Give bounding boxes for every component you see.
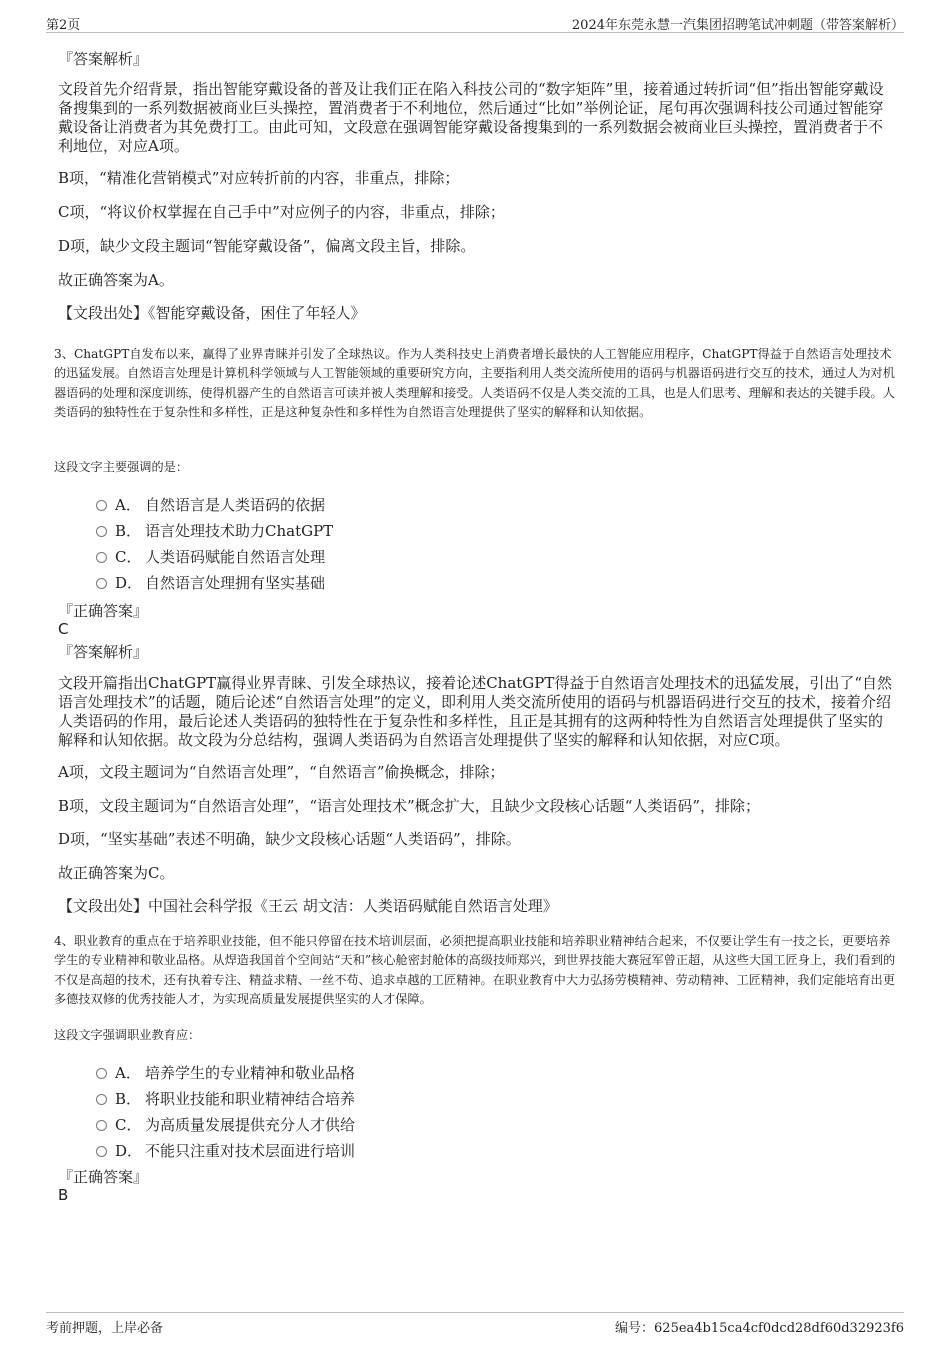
question-stem: 4、职业教育的重点在于培养职业技能，但不能只停留在技术培训层面，必须把提高职业技能和培养职业精神结合起来，不仅要让学生有一技之长，更要培养学生的专业精神和敬业品格。从焊造我国首个空间站“天和”核心舱密封舱体的高级技师郑兴，到世界技能大赛冠军曾正超，从这些大国工匠身上，我们看到的不仅是高超的技术，还有执着专注、精益求精、一丝不苟、追求卓越的工匠精神。在职业教育中大力弘扬劳模精神、劳动精神、工匠精神，我们定能培育出更多德技双修的优秀技能人才，为实现高质量发展提供坚实的人才保障。	[54, 934, 896, 1007]
source-citation: 【文段出处】《智能穿戴设备，困住了年轻人》	[58, 304, 366, 322]
radio-icon[interactable]	[96, 1068, 107, 1079]
document-code: 编号：625ea4b15ca4cf0dcd28df60d32923f6	[615, 1321, 904, 1336]
option-b[interactable]: B． 将职业技能和职业精神结合培养	[96, 1088, 355, 1110]
analysis-label: 『答案解析』	[58, 50, 149, 68]
page-number: 第2页	[46, 18, 81, 33]
question-prompt: 这段文字主要强调的是：	[54, 460, 189, 474]
analysis-paragraph: B项，文段主题词为“自然语言处理”，“语言处理技术”概念扩大，且缺少文段核心话题“人类语码”，排除；	[58, 797, 761, 815]
option-d[interactable]: D． 不能只注重对技术层面进行培训	[96, 1140, 355, 1162]
analysis-paragraph: D项，缺少文段主题词“智能穿戴设备”，偏离文段主旨，排除。	[58, 237, 476, 255]
option-a[interactable]: A． 自然语言是人类语码的依据	[96, 494, 325, 516]
analysis-paragraph: A项，文段主题词为“自然语言处理”，“自然语言”偷换概念，排除；	[58, 763, 505, 781]
analysis-paragraph: 故正确答案为C。	[58, 864, 175, 882]
answer-label: 『正确答案』	[58, 1168, 149, 1186]
radio-icon[interactable]	[96, 552, 107, 563]
document-title: 2024年东莞永慧一汽集团招聘笔试冲刺题（带答案解析）	[571, 18, 904, 33]
analysis-paragraph: D项，“坚实基础”表述不明确，缺少文段核心话题“人类语码”，排除。	[58, 830, 521, 848]
radio-icon[interactable]	[96, 1146, 107, 1157]
analysis-paragraph: 文段开篇指出ChatGPT赢得业界青睐、引发全球热议，接着论述ChatGPT得益于自然语言处理技术的迅猛发展，引出了“自然语言处理技术”的话题，随后论述“自然语言处理”的定义，即利用人类交流所使用的语码与机器语码进行交互的技术，接着介绍人类语码的作用，最后论述人类语码的独特性在于复杂性和多样性，且正是其拥有的这两种特性为自然语言处理提供了坚实的解释和认知依据。故文段为分总结构，强调人类语码为自然语言处理提供了坚实的解释和认知依据，对应C项。	[58, 674, 893, 749]
correct-answer: B	[58, 1186, 69, 1204]
option-c[interactable]: C． 人类语码赋能自然语言处理	[96, 546, 325, 568]
option-c[interactable]: C． 为高质量发展提供充分人才供给	[96, 1114, 355, 1136]
option-d[interactable]: D． 自然语言处理拥有坚实基础	[96, 572, 325, 594]
page-footer	[46, 1312, 904, 1335]
analysis-paragraph: B项，“精准化营销模式”对应转折前的内容，非重点，排除；	[58, 169, 460, 187]
question-prompt: 这段文字强调职业教育应：	[54, 1028, 201, 1042]
question-stem: 3、ChatGPT自发布以来，赢得了业界青睐并引发了全球热议。作为人类科技史上消费者增长最快的人工智能应用程序，ChatGPT得益于自然语言处理技术的迅猛发展。自然语言处理是计算机科学领域与人工智能领域的重要研究方向，主要指利用人类交流所使用的语码与机器语码进行交互的技术，通过人为对机器语码的处理和深度训练，使得机器产生的自然语言可读并被人类理解和接受。人类语码不仅是人类交流的工具，也是人们思考、理解和表达的关键手段。人类语码的独特性在于复杂性和多样性，正是这种复杂性和多样性为自然语言处理提供了坚实的解释和认知依据。	[54, 347, 895, 420]
option-a[interactable]: A． 培养学生的专业精神和敬业品格	[96, 1062, 355, 1084]
analysis-paragraph: C项，“将议价权掌握在自己手中”对应例子的内容，非重点，排除；	[58, 203, 505, 221]
source-citation: 【文段出处】中国社会科学报《王云 胡文洁：人类语码赋能自然语言处理》	[58, 897, 558, 915]
radio-icon[interactable]	[96, 1094, 107, 1105]
correct-answer: C	[58, 620, 69, 638]
analysis-paragraph: 文段首先介绍背景，指出智能穿戴设备的普及让我们正在陷入科技公司的“数字矩阵”里，接着通过转折词“但”指出智能穿戴设备搜集到的一系列数据被商业巨头操控，置消费者于不利地位，然后通过“比如”举例论证，尾句再次强调科技公司通过智能穿戴设备让消费者为其免费打工。由此可知，文段意在强调智能穿戴设备搜集到的一系列数据会被商业巨头操控，置消费者于不利地位，对应A项。	[58, 80, 884, 155]
page-header	[46, 12, 904, 33]
analysis-paragraph: 故正确答案为A。	[58, 271, 174, 289]
option-b[interactable]: B． 语言处理技术助力ChatGPT	[96, 520, 333, 542]
footer-slogan: 考前押题，上岸必备	[46, 1321, 164, 1336]
radio-icon[interactable]	[96, 1120, 107, 1131]
radio-icon[interactable]	[96, 578, 107, 589]
radio-icon[interactable]	[96, 526, 107, 537]
answer-label: 『正确答案』	[58, 602, 149, 620]
radio-icon[interactable]	[96, 500, 107, 511]
analysis-label: 『答案解析』	[58, 643, 149, 661]
